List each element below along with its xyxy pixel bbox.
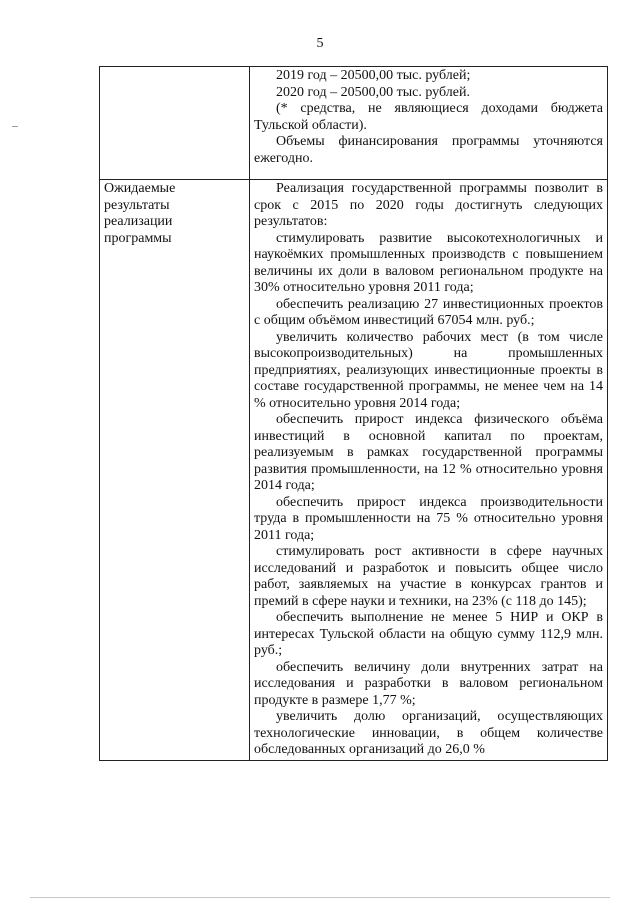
scan-artifact	[30, 897, 610, 898]
result-item: стимулировать рост активности в сфере научных исследований и разработок и повысить общее число работ, заявляемых на участие в конкурсах грантов и премий в сфере науки и техники, на 23% (с 118 до 145);	[254, 544, 603, 609]
result-item: увеличить долю организаций, осуществляющих технологические инновации, в общем количестве обследованных организаций до 26,0 %	[254, 709, 603, 757]
results-intro: Реализация государственной программы позволит в срок с 2015 по 2020 годы достигнуть следующих результатов:	[254, 181, 603, 229]
result-item: стимулировать развитие высокотехнологичных и наукоёмких промышленных производств с повышением величины их доли в валовом региональном продукте на 30% относительно уровня 2011 года;	[254, 230, 603, 295]
result-item: увеличить количество рабочих мест (в том числе высокопроизводительных) на промышленных предприятиях, реализующих инвестиционные проекты в составе государственной программы, не менее чем на 14 % относительно уровня 2014 года;	[254, 329, 603, 411]
funding-note: Объемы финансирования программы уточняются ежегодно.	[254, 134, 603, 166]
result-item: обеспечить выполнение не менее 5 НИР и ОКР в интересах Тульской области на общую сумму 112,9 млн. руб.;	[254, 610, 603, 658]
funding-2019: 2019 год – 20500,00 тыс. рублей;	[276, 68, 471, 83]
table-row	[100, 180, 608, 761]
row-label-line: реализации	[104, 214, 173, 229]
row-label-cell	[100, 180, 250, 761]
funding-2020: 2020 год – 20500,00 тыс. рублей.	[276, 84, 470, 100]
row-label-line: программы	[104, 230, 172, 246]
page-number: 5	[316, 36, 324, 51]
scan-artifact	[12, 126, 18, 127]
row-content-cell	[250, 180, 608, 761]
row-label-cell	[100, 67, 250, 180]
row-content-cell	[250, 67, 608, 180]
funding-footnote: (* средства, не являющиеся доходами бюджета Тульской области).	[254, 101, 603, 133]
result-item: обеспечить величину доли внутренних затрат на исследования и разработки в валовом региональном продукте в размере 1,77 %;	[254, 659, 603, 708]
row-label-line: результаты	[104, 197, 170, 213]
result-item: обеспечить прирост индекса производительности труда в промышленности на 75 % относительно уровня 2011 года;	[254, 494, 603, 543]
table-row	[100, 67, 608, 180]
program-passport-table	[99, 66, 608, 761]
result-item: обеспечить реализацию 27 инвестиционных проектов с общим объёмом инвестиций 67054 млн. руб.;	[254, 296, 603, 328]
result-item: обеспечить прирост индекса физического объёма инвестиций в основной капитал по проектам, реализуемым в рамках государственной программы развития промышленности, на 12 % относительно уровня 2014 года;	[254, 412, 603, 493]
row-label-line: Ожидаемые	[104, 181, 176, 196]
